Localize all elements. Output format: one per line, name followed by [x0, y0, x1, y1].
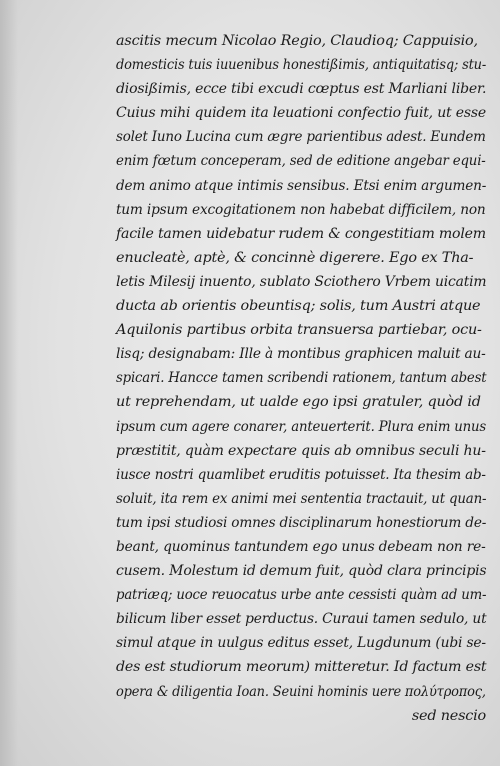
text-line: diosißimis, ecce tibi excudi cœptus est Marliani liber. [116, 81, 487, 98]
text-line: patriæq; uoce reuocatus urbe ante cessisti quàm ad um- [116, 587, 487, 604]
text-line: bilicum liber esset perductus. Curaui tamen sedulo, ut [116, 611, 487, 628]
text-line: dem animo atque intimis sensibus. Etsi enim argumen- [116, 177, 487, 194]
text-line: opera & diligentia Ioan. Seuini hominis uere πολύτροπος, [116, 683, 486, 700]
text-line: soluit, ita rem ex animi mei sententia tractauit, ut quan- [116, 490, 487, 507]
text-line: tum ipsum excogitationem non habebat difficilem, non [116, 201, 486, 218]
text-line: cusem. Molestum id demum fuit, quòd clara principis [116, 563, 487, 580]
text-line: spicari. Hancce tamen scribendi rationem, tantum abest [116, 370, 487, 387]
text-line: des est studiorum meorum) mitteretur. Id factum est [116, 659, 487, 676]
text-line: præstitit, quàm expectare quis ab omnibus seculi hu- [116, 442, 486, 459]
text-line: simul atque in uulgus editus esset, Lugdunum (ubi se- [116, 635, 486, 652]
text-line: facile tamen uidebatur rudem & congestitiam molem [116, 225, 486, 242]
text-line: enucleatè, aptè, & concinnè digerere. Ego ex Tha- [116, 249, 474, 266]
text-line: solet Iuno Lucina cum ægre parientibus adest. Eundem [116, 129, 486, 146]
text-line: lisq; designabam: Ille à montibus graphicen maluit au- [116, 346, 486, 363]
text-line: enim fœtum conceperam, sed de editione angebar equi- [116, 153, 486, 170]
text-line: ut reprehendam, ut ualde ego ipsi gratuler, quòd id [116, 394, 481, 411]
text-line: iusce nostri quamlibet eruditis potuisset. Ita thesim ab- [116, 466, 486, 483]
text-line: tum ipsi studiosi omnes disciplinarum honestiorum de- [116, 514, 487, 531]
text-line: ascitis mecum Nicolao Regio, Claudioq; Cappuisio, [116, 33, 478, 49]
body-text [116, 29, 487, 724]
text-line: Aquilonis partibus orbita transuersa partiebar, ocu- [116, 322, 482, 339]
text-line: ducta ab orientis obeuntisq; solis, tum Austri atque [116, 298, 481, 315]
catchword: sed nescio [411, 707, 486, 724]
text-line: letis Milesij inuento, sublato Sciothero Vrbem uicatim [116, 273, 487, 290]
text-line: domesticis tuis iuuenibus honestißimis, antiquitatisq; stu- [116, 57, 487, 74]
text-line: Cuius mihi quidem ita leuationi confectio fuit, ut esse [116, 105, 486, 122]
text-line: beant, quominus tantundem ego unus debeam non re- [116, 538, 486, 555]
text-line: ipsum cum agere conarer, anteuerterit. Plura enim unus [116, 418, 487, 435]
